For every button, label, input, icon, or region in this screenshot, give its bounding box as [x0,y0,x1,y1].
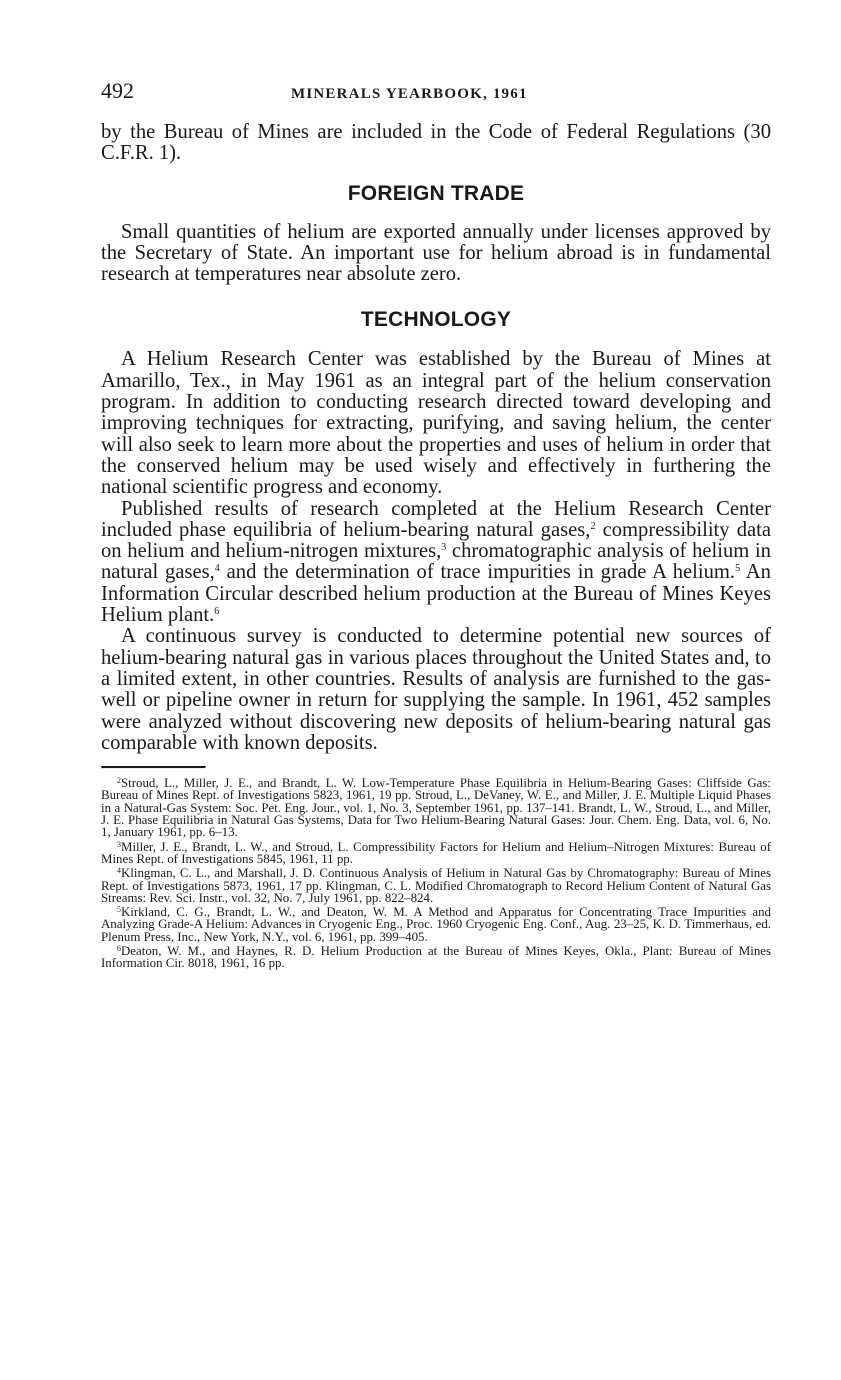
footnote-text: Kirkland, C. G., Brandt, L. W., and Deaton, W. M. A Method and Apparatus for Concentrating Trace Impurities and Analyzing Grade-A Helium: Advances in Cryogenic Eng., Proc. 1960 Cryogenic Eng. Conf., Aug. 23–25, K. D. Timmerhaus, ed. Plenum Press, Inc., New York, N.Y., vol. 6, 1961, pp. 399–405. [101,905,771,944]
footnote-text: Deaton, W. M., and Haynes, R. D. Helium Production at the Bureau of Mines Keyes, Okla., Plant: Bureau of Mines Information Cir. 8018, 1961, 16 pp. [101,943,771,971]
footnote-ref: 6 [214,606,220,618]
footnote [101,775,771,838]
footnote-ref: 4 [214,563,220,575]
footnote-ref: 2 [590,520,596,532]
page-number: 492 [101,78,134,103]
footnote-text: Klingman, C. L., and Marshall, J. D. Continuous Analysis of Helium in Natural Gas by Chromatography: Bureau of Mines Rept. of Investigations 5873, 1961, 17 pp. Klingman, C. L. Modified Chromatograph to Record Helium Content of Natural Gas Streams: Rev. Sci. Instr., vol. 32, No. 7, July 1961, pp. 822–824. [101,866,771,905]
running-title: MINERALS YEARBOOK, 1961 [291,86,528,102]
paragraph-technology-3: A continuous survey is conducted to determine potential new sources of helium-bearing natural gas in various places throughout the United States and, to a limited extent, in other countries. Results of analysis are furnished to the gas-well or pipeline owner in return for supplying the sample. In 1961, 452 samples were analyzed without discovering new deposits of helium-bearing natural gas comparable with known deposits. [101,625,771,754]
footnote-mark: 2 [117,776,121,786]
footnote [101,865,771,904]
footnote-mark: 6 [117,943,121,953]
p2-text-3: chromatographic analysis of helium in natural gases, [101,540,771,584]
footnote [101,943,771,970]
heading-foreign-trade: FOREIGN TRADE [347,181,525,205]
footnote [101,904,771,943]
footnote-ref: 3 [441,542,447,554]
footnote-mark: 3 [117,839,121,849]
footnotes [101,775,771,969]
footnote-ref: 5 [735,563,741,575]
p2-text-2: compressibility data on helium and helium-nitrogen mixtures, [101,518,772,563]
p2-text-1: Published results of research completed at the Helium Research Center included phase equilibria of helium-bearing natural gases, [101,497,771,541]
footnote-text: Miller, J. E., Brandt, L. W., and Stroud, L. Compressibility Factors for Helium and Helium–Nitrogen Mixtures: Bureau of Mines Rept. of Investigations 5845, 1961, 11 pp. [101,839,771,866]
p2-text-4: and the determination of trace impurities in grade A helium. [219,561,736,584]
footnote [101,839,771,866]
intro-fragment: by the Bureau of Mines are included in the Code of Federal Regulations (30 C.F.R. 1). [101,121,771,165]
heading-technology: TECHNOLOGY [360,308,512,332]
footnote-text: Stroud, L., Miller, J. E., and Brandt, L. W. Low-Temperature Phase Equilibria in Helium-Bearing Gases: Cliffside Gas: Bureau of Mines Rept. of Investigations 5823, 1961, 19 pp. Stroud, L., DeVaney, W. E., and Miller, J. E. Multiple Liquid Phases in a Natural-Gas System: Soc. Pet. Eng. Jour., vol. 1, No. 3, September 1961, pp. 137–141. Brandt, L. W., Stroud, L., and Miller, J. E. Phase Equilibria in Natural Gas Systems, Data for Two Helium-Bearing Natural Gases: Jour. Chem. Eng. Data, vol. 6, No. 1, January 1961, pp. 6–13. [101,776,771,840]
paragraph-foreign-trade: Small quantities of helium are exported annually under licenses approved by the Secretary of State. An important use for helium abroad is in fundamental research at temperatures near absolute zero. [101,220,771,286]
footnote-mark: 4 [117,866,121,876]
footnote-rule [101,766,206,769]
footnote-mark: 5 [117,905,121,915]
p2-text-5: An Information Circular described helium production at the Bureau of Mines Keyes Helium plant. [101,561,771,627]
running-header [101,78,771,108]
paragraph-technology-1: A Helium Research Center was established by the Bureau of Mines at Amarillo, Tex., in May 1961 as an integral part of the helium conservation program. In addition to conducting research directed toward developing and improving techniques for extracting, purifying, and saving helium, the center will also seek to learn more about the properties and uses of helium in order that the conserved helium may be used wisely and effectively in furthering the national scientific progress and economy. [101,348,771,499]
document-page [101,78,771,970]
paragraph-technology-2 [101,499,771,627]
